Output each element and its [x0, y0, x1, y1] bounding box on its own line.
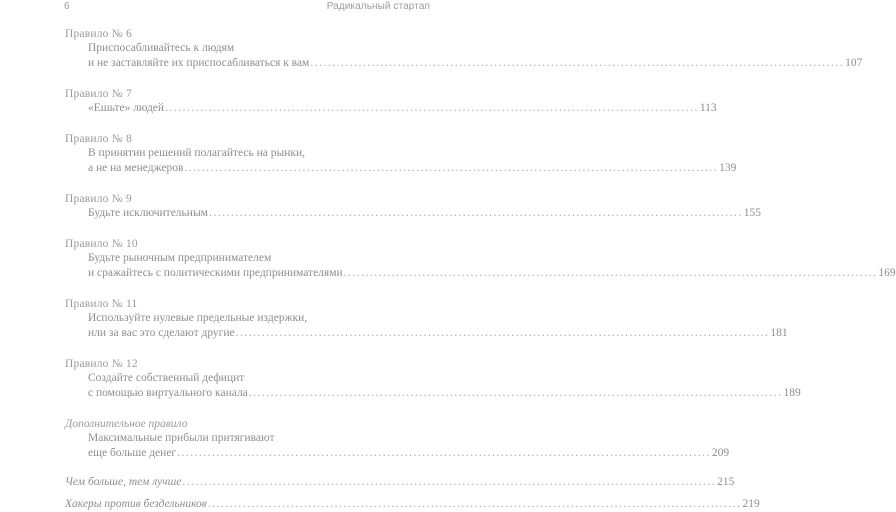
- rule-heading: Правило № 10: [65, 238, 138, 250]
- rule-text: [88, 101, 717, 116]
- toc-entry-rule-12: [65, 357, 801, 417]
- bonus-rule-heading: Дополнительное правило: [65, 418, 188, 430]
- dot-leader: ..........................................................................................................................: [248, 387, 783, 399]
- rule-heading: Правило № 8: [65, 133, 132, 145]
- page-ref: 219: [742, 498, 760, 510]
- rule-text-line: с помощью виртуального канала: [88, 387, 248, 399]
- rule-text-last-line: [88, 56, 863, 71]
- rule-text-line: В принятии решений полагайтесь на рынки,: [88, 147, 306, 159]
- dot-leader: ..........................................................................................................................: [208, 207, 743, 219]
- dot-leader: ..........................................................................................................................: [207, 498, 742, 510]
- rule-text-last-line: [88, 161, 737, 176]
- rule-text-line: и сражайтесь с политическими предпринимателями: [88, 267, 343, 279]
- rule-text-last-line: [88, 326, 788, 341]
- page-ref: 113: [699, 102, 717, 114]
- toc-entry-rule-8: [65, 132, 737, 192]
- page-ref: 107: [845, 57, 863, 69]
- rule-text-line: Максимальные прибыли притягивают: [88, 432, 275, 444]
- rule-heading: Правило № 9: [65, 193, 132, 205]
- page-ref: 139: [719, 162, 737, 174]
- toc-entry-rule-10: [65, 237, 896, 297]
- rule-text-line: а не на менеджеров: [88, 162, 184, 174]
- rule-text-line: и не заставляйте их приспосабливаться к вам: [88, 57, 310, 69]
- page-ref: 169: [878, 267, 896, 279]
- toc-entry-rule-6: [65, 27, 863, 87]
- rule-heading: Правило № 7: [65, 88, 132, 100]
- rule-text: [88, 251, 896, 281]
- page-ref: 181: [770, 327, 788, 339]
- dot-leader: ..........................................................................................................................: [235, 327, 770, 339]
- rule-heading: Правило № 12: [65, 358, 138, 370]
- rule-text-line: или за вас это сделают другие: [88, 327, 235, 339]
- table-of-contents: [65, 27, 896, 512]
- page-ref: 155: [743, 207, 761, 219]
- rule-text-last-line: [88, 101, 717, 116]
- rule-text-line: Будьте рыночным предпринимателем: [88, 252, 272, 264]
- page-ref: 215: [717, 476, 735, 488]
- rule-text-line: еще больше денег: [88, 447, 177, 459]
- rule-heading: Правило № 11: [65, 298, 138, 310]
- dot-leader: ..........................................................................................................................: [343, 267, 878, 279]
- toc-entry-extra-2: [65, 497, 760, 512]
- rule-text-line: «Ешьте» людей: [88, 102, 165, 114]
- rule-text-line: Используйте нулевые предельные издержки,: [88, 312, 308, 324]
- rule-text-line: Создайте собственный дефицит: [88, 372, 245, 384]
- rule-text-line: Будьте исключительным: [88, 207, 208, 219]
- toc-entry-rule-11: [65, 297, 788, 357]
- rule-text-last-line: [88, 446, 730, 461]
- running-title: Радикальный стартап: [326, 1, 430, 12]
- rule-text: [88, 371, 801, 401]
- rule-text: [88, 431, 730, 461]
- toc-entry-extra-1: [65, 475, 735, 497]
- section-title: Хакеры против бездельников: [65, 498, 207, 510]
- dot-leader: ..........................................................................................................................: [182, 476, 717, 488]
- section-entry: [65, 475, 735, 490]
- section-entry: [65, 497, 760, 512]
- toc-entry-bonus-rule: [65, 417, 730, 475]
- page-ref: 189: [783, 387, 801, 399]
- page-header: [0, 0, 500, 18]
- dot-leader: ..........................................................................................................................: [177, 447, 711, 459]
- rule-text-last-line: [88, 206, 761, 221]
- rule-text-line: Приспосабливайтесь к людям: [88, 42, 235, 54]
- dot-leader: ..........................................................................................................................: [165, 102, 699, 114]
- rule-text-last-line: [88, 266, 896, 281]
- rule-text: [88, 311, 788, 341]
- section-title: Чем больше, тем лучше: [65, 476, 182, 488]
- rule-text: [88, 146, 737, 176]
- rule-text-last-line: [88, 386, 801, 401]
- page-ref: 209: [711, 447, 730, 459]
- page-number: 6: [64, 1, 70, 12]
- dot-leader: ..........................................................................................................................: [310, 57, 845, 69]
- rule-text: [88, 41, 863, 71]
- dot-leader: ..........................................................................................................................: [184, 162, 719, 174]
- rule-heading: Правило № 6: [65, 28, 132, 40]
- toc-entry-rule-9: [65, 192, 761, 237]
- toc-entry-rule-7: [65, 87, 717, 132]
- rule-text: [88, 206, 761, 221]
